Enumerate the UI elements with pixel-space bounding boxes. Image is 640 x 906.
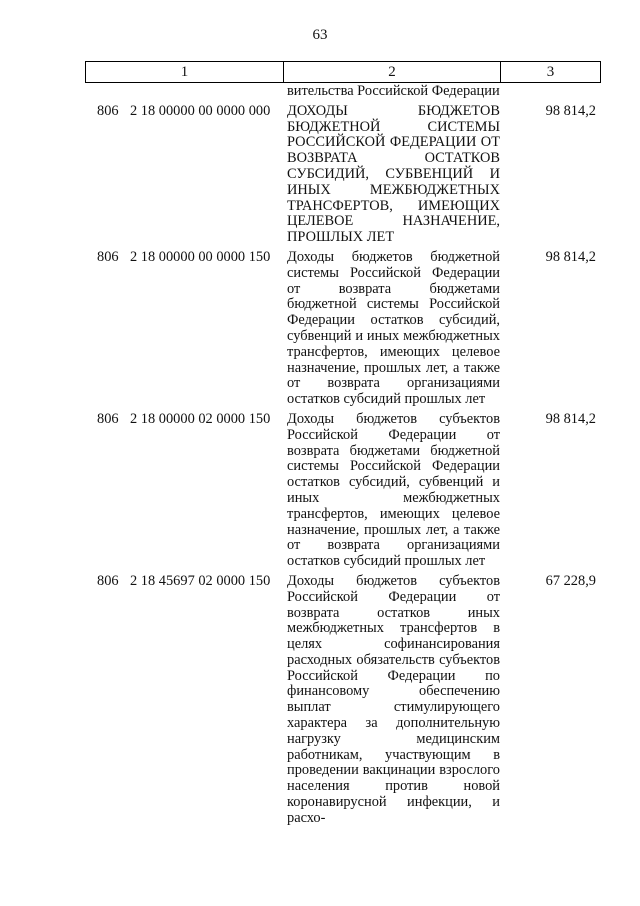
description-cell: Доходы бюджетов бюджетной системы Российской Федерации от возврата бюджетами бюджетной системы Российской Федерации остатков субсидий, субвенций и иных межбюджетных трансфертов, имеющих целевое назначение, прошлых лет, а также от возврата организациями остатков субсидий прошлых лет bbox=[287, 248, 500, 408]
budget-code: 2 18 00000 02 0000 150 bbox=[130, 410, 271, 427]
continuation-text: вительства Российской Федерации bbox=[287, 83, 500, 99]
table-row bbox=[0, 250, 640, 408]
admin-code: 806 bbox=[97, 102, 119, 119]
amount-cell: 98 814,2 bbox=[545, 102, 596, 119]
admin-code: 806 bbox=[97, 410, 119, 427]
header-col-3: 3 bbox=[546, 63, 555, 80]
code-cell bbox=[0, 248, 271, 408]
continuation-row bbox=[0, 84, 640, 100]
table-body bbox=[0, 84, 640, 827]
description-cell: Доходы бюджетов субъектов Российской Федерации от возврата бюджетами бюджетной системы Российской Федерации остатков субсидий, субвенций и иных межбюджетных трансфертов, имеющих целевое назначение, прошлых лет, а также от возврата организациями остатков субсидий прошлых лет bbox=[287, 410, 500, 570]
amount-cell: 98 814,2 bbox=[545, 410, 596, 427]
amount-cell: 98 814,2 bbox=[545, 248, 596, 265]
amount-cell: 67 228,9 bbox=[545, 572, 596, 589]
budget-code: 2 18 00000 00 0000 150 bbox=[130, 248, 271, 265]
code-cell bbox=[0, 572, 271, 827]
code-cell bbox=[0, 102, 271, 246]
table-row bbox=[0, 574, 640, 827]
code-cell bbox=[0, 410, 271, 570]
description-cell: Доходы бюджетов субъектов Российской Федерации от возврата остатков иных межбюджетных трансфертов в целях софинансирования расходных обязательств субъектов Российской Федерации по финансовому обеспечению выплат стимулирующего характера за дополнительную нагрузку медицинским работникам, участвующим в проведении вакцинации взрослого населения против новой коронавирусной инфекции, и расхо- bbox=[287, 572, 500, 826]
table-header bbox=[85, 61, 601, 83]
admin-code: 806 bbox=[97, 572, 119, 589]
table-row bbox=[0, 104, 640, 246]
budget-code: 2 18 00000 00 0000 000 bbox=[130, 102, 271, 119]
header-col-2: 2 bbox=[284, 62, 501, 82]
header-col-1: 1 bbox=[86, 62, 284, 82]
description-cell: ДОХОДЫ БЮДЖЕТОВ БЮДЖЕТНОЙ СИСТЕМЫ РОССИЙСКОЙ ФЕДЕРАЦИИ ОТ ВОЗВРАТА ОСТАТКОВ СУБСИДИЙ, СУБВЕНЦИЙ И ИНЫХ МЕЖБЮДЖЕТНЫХ ТРАНСФЕРТОВ, ИМЕЮЩИХ ЦЕЛЕВОЕ НАЗНАЧЕНИЕ, ПРОШЛЫХ ЛЕТ bbox=[287, 102, 500, 246]
table-row bbox=[0, 412, 640, 570]
admin-code: 806 bbox=[97, 248, 119, 265]
budget-code: 2 18 45697 02 0000 150 bbox=[130, 572, 271, 589]
page-number: 63 bbox=[312, 27, 328, 43]
